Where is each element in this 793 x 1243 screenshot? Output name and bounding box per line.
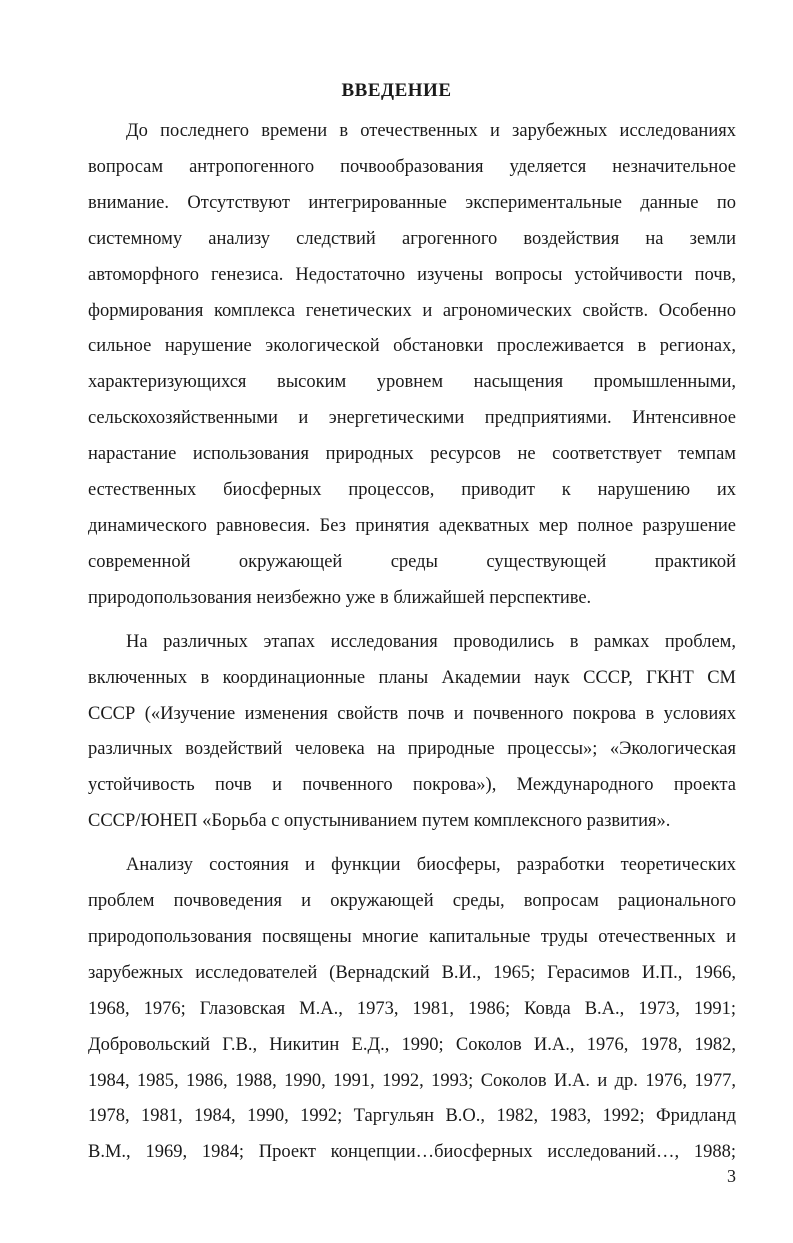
text-line: 1978, 1981, 1984, 1990, 1992; Таргульян В.О., 1982, 1983, 1992; Фридланд (88, 1106, 736, 1127)
text-line: устойчивость почв и почвенного покрова»), Международного проекта (88, 775, 736, 796)
paragraph-3 (88, 848, 736, 1171)
text-line: характеризующихся высоким уровнем насыщения промышленными, (88, 372, 736, 393)
paragraph-2 (88, 625, 736, 840)
text-line: динамического равновесия. Без принятия адекватных мер полное разрушение (88, 515, 736, 536)
text-line: вопросам антропогенного почвообразования уделяется незначительное (88, 156, 736, 177)
text-line: проблем почвоведения и окружающей среды, вопросам рационального (88, 891, 736, 912)
text-line: До последнего времени в отечественных и зарубежных исследованиях (126, 121, 736, 141)
text-line: 1968, 1976; Глазовская М.А., 1973, 1981, 1986; Ковда В.А., 1973, 1991; (88, 998, 736, 1019)
page-number: 3 (727, 1166, 736, 1186)
text-line: сельскохозяйственными и энергетическими предприятиями. Интенсивное (88, 408, 736, 429)
text-line: естественных биосферных процессов, приводит к нарушению их (88, 480, 736, 501)
text-line: автоморфного генезиса. Недостаточно изучены вопросы устойчивости почв, (88, 264, 736, 285)
text-line: Анализу состояния и функции биосферы, разработки теоретических (126, 855, 736, 876)
text-line: В.М., 1969, 1984; Проект концепции…биосферных исследований…, 1988; (88, 1142, 736, 1163)
text-line: системному анализу следствий агрогенного воздействия на земли (88, 228, 736, 249)
text-line: СССР/ЮНЕП «Борьба с опустыниванием путем комплексного развития». (88, 811, 671, 832)
text-line: внимание. Отсутствуют интегрированные экспериментальные данные по (88, 192, 736, 213)
text-line: 1984, 1985, 1986, 1988, 1990, 1991, 1992, 1993; Соколов И.А. и др. 1976, 1977, (88, 1070, 736, 1091)
document-body (88, 114, 736, 1171)
page-title: ВВЕДЕНИЕ (341, 80, 452, 101)
text-line: сильное нарушение экологической обстановки прослеживается в регионах, (88, 336, 736, 357)
text-line: нарастание использования природных ресурсов не соответствует темпам (88, 444, 736, 465)
text-line: зарубежных исследователей (Вернадский В.И., 1965; Герасимов И.П., 1966, (88, 962, 736, 983)
text-line: формирования комплекса генетических и агрономических свойств. Особенно (88, 300, 736, 321)
text-line: различных воздействий человека на природные процессы»; «Экологическая (88, 739, 736, 760)
text-line: природопользования неизбежно уже в ближайшей перспективе. (88, 587, 592, 608)
text-line: современной окружающей среды существующей практикой (88, 551, 736, 572)
text-line: На различных этапах исследования проводились в рамках проблем, (126, 631, 736, 652)
text-line: СССР («Изучение изменения свойств почв и почвенного покрова в условиях (88, 703, 736, 724)
text-line: Добровольский Г.В., Никитин Е.Д., 1990; Соколов И.А., 1976, 1978, 1982, (88, 1034, 736, 1055)
paragraph-1 (88, 114, 736, 617)
text-line: природопользования посвящены многие капитальные труды отечественных и (88, 926, 736, 947)
text-line: включенных в координационные планы Академии наук СССР, ГКНТ СМ (88, 667, 736, 688)
